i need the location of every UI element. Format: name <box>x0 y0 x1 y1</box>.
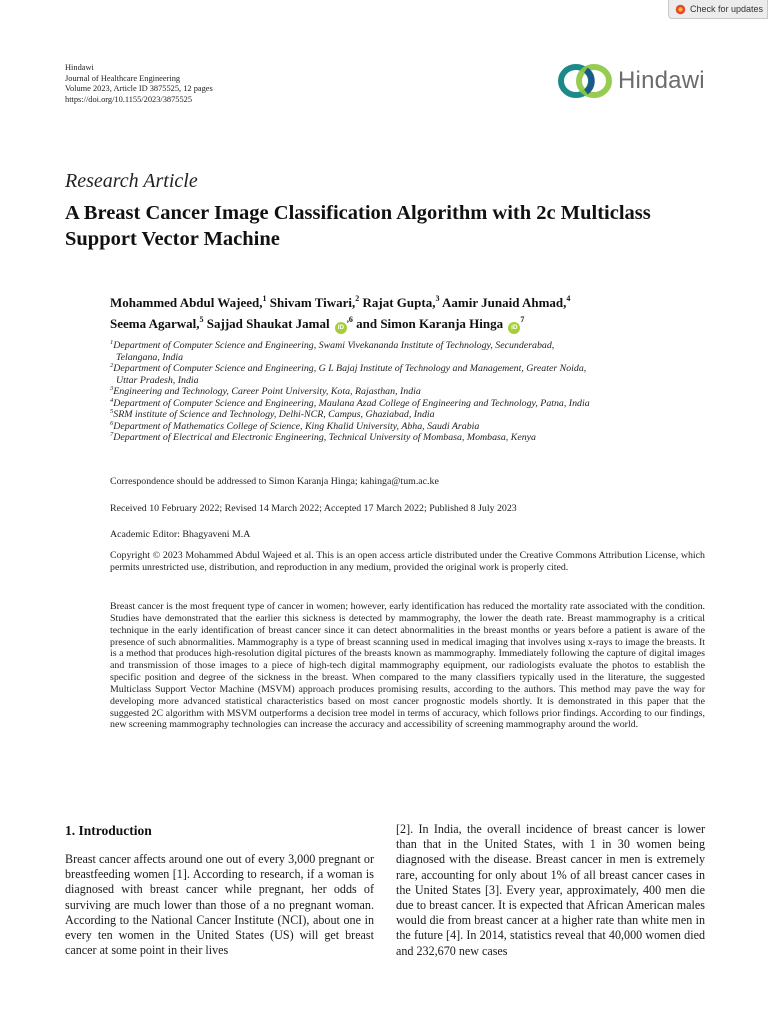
publication-dates: Received 10 February 2022; Revised 14 March 2022; Accepted 17 March 2022; Published 8 July 2023 <box>110 503 517 514</box>
academic-editor: Academic Editor: Bhagyaveni M.A <box>110 529 251 540</box>
author[interactable]: Sajjad Shaukat Jamal $iD^{,6}$ <box>207 316 353 331</box>
hindawi-logo-icon <box>556 62 614 100</box>
publisher-name: Hindawi <box>65 63 94 72</box>
abstract-text: Breast cancer is the most frequent type of cancer in women; however, early identification has reduced the mortality rate associated with the condition. Studies have demonstrated that the earlier this sickness is detected by mammography, the lower the death rate. Breast mammography is a critical technique in the early identification of breast cancer since it can detect abnormalities in the breast months or years before a patient is aware of the presence of such abnormalities. Mammography is a type of breast scanning used in medical imaging that involves using x-rays to image the breasts. It is a method that produces high-resolution digital pictures of the breasts known as mammography. Immediately following the capture of digital images and transmission of those images to a piece of high-tech digital mammography equipment, our radiologists evaluate the photos to establish the specific position and degree of the sickness in the breast. When compared to the many classifiers typically used in the literature, the suggested Multiclass Support Vector Machine (MSVM) approach produces promising results, according to the authors. This method may pave the way for developing more advanced statistical characteristics based on most cancer prognostic models shortly. It is demonstrated in this paper that the suggested 2C algorithm with MSVM outperforms a decision tree model in terms of accuracy, which follows prior findings. According to our findings, new screening mammography technologies can increase the accuracy and accessibility of screening mammography around the world. <box>110 601 705 731</box>
volume-info: Volume 2023, Article ID 3875525, 12 pages <box>65 84 213 94</box>
body-column-left: Breast cancer affects around one out of every 3,000 pregnant or breastfeeding women [1]. According to research, if a woman is diagnosed with breast cancer while pregnant, her odds of surviving are much lower than those of a no pregnant woman. According to the National Cancer Institute (NCI), about one in every ten women in the United States (US) will get breast cancer at some point in their lives <box>65 852 374 958</box>
author[interactable]: Shivam Tiwari,$^2$ <box>269 294 360 310</box>
author[interactable]: Rajat Gupta,$^3$ <box>362 294 440 310</box>
author[interactable]: Seema Agarwal,$^5$ <box>110 315 204 331</box>
correspondence-note: Correspondence should be addressed to Simon Karanja Hinga; kahinga@tum.ac.ke <box>110 476 439 487</box>
body-column-right: [2]. In India, the overall incidence of breast cancer is lower than that in the United States, with 1 in 30 women being diagnosed with the disease. Breast cancer in men is extremely rare, accounting for only about 1% of all breast cancer cases in the United States [3]. Every year, approximately, 400 men die due to breast cancer. It is expected that African American males would die from breast cancer at a higher rate than white men in the future [4]. In 2014, statistics reveal that 40,000 women died and 232,670 new cases <box>396 822 705 958</box>
author-list <box>110 292 710 334</box>
author[interactable]: Aamir Junaid Ahmad,$^4$ <box>442 294 571 310</box>
affiliation: $^1$Department of Computer Science and Engineering, Swami Vivekananda Institute of Technology, Secunderabad, Telangana, India <box>110 339 555 363</box>
paper-title: A Breast Cancer Image Classification Algorithm with 2c Multiclass Support Vector Machine <box>65 202 651 250</box>
check-updates-icon <box>675 4 686 15</box>
affiliation: $^3$Engineering and Technology, Career Point University, Kota, Rajasthan, India <box>110 385 421 397</box>
orcid-icon[interactable]: iD <box>508 322 520 334</box>
check-updates-label: Check for updates <box>690 4 764 14</box>
affiliation: $^6$Department of Mathematics College of Science, King Khalid University, Abha, Saudi Arabia <box>110 419 480 432</box>
check-for-updates-button[interactable] <box>668 0 768 19</box>
affiliation-list <box>110 340 710 444</box>
journal-name: Journal of Healthcare Engineering <box>65 73 181 83</box>
orcid-icon[interactable]: iD <box>335 322 347 334</box>
affiliation: $^5$SRM institute of Science and Technology, Delhi-NCR, Campus, Ghaziabad, India <box>110 408 435 420</box>
article-type: Research Article <box>65 170 198 192</box>
doi-link[interactable]: https://doi.org/10.1155/2023/3875525 <box>65 94 193 104</box>
author[interactable]: and Simon Karanja Hinga $iD^7$ <box>356 316 524 331</box>
journal-meta <box>65 63 213 105</box>
affiliation: $^2$Department of Computer Science and Engineering, G L Bajaj Institute of Technology and Management, Greater Noida, Uttar Pradesh, India <box>110 362 587 386</box>
logo-wordmark: Hindawi <box>618 67 705 94</box>
author[interactable]: Mohammed Abdul Wajeed,$^1$ <box>110 294 267 310</box>
hindawi-logo <box>556 61 705 101</box>
section-heading: 1. Introduction <box>65 823 152 838</box>
copyright-notice: Copyright © 2023 Mohammed Abdul Wajeed et al. This is an open access article distributed under the Creative Commons Attribution License, which permits unrestricted use, distribution, and reproduction in any medium, provided the original work is properly cited. <box>110 550 705 574</box>
affiliation: $^7$Department of Electrical and Electronic Engineering, Technical University of Mombasa, Mombasa, Kenya <box>110 431 536 443</box>
affiliation: $^4$Department of Computer Science and Engineering, Maulana Azad College of Engineering and Technology, Patna, India <box>110 396 590 409</box>
